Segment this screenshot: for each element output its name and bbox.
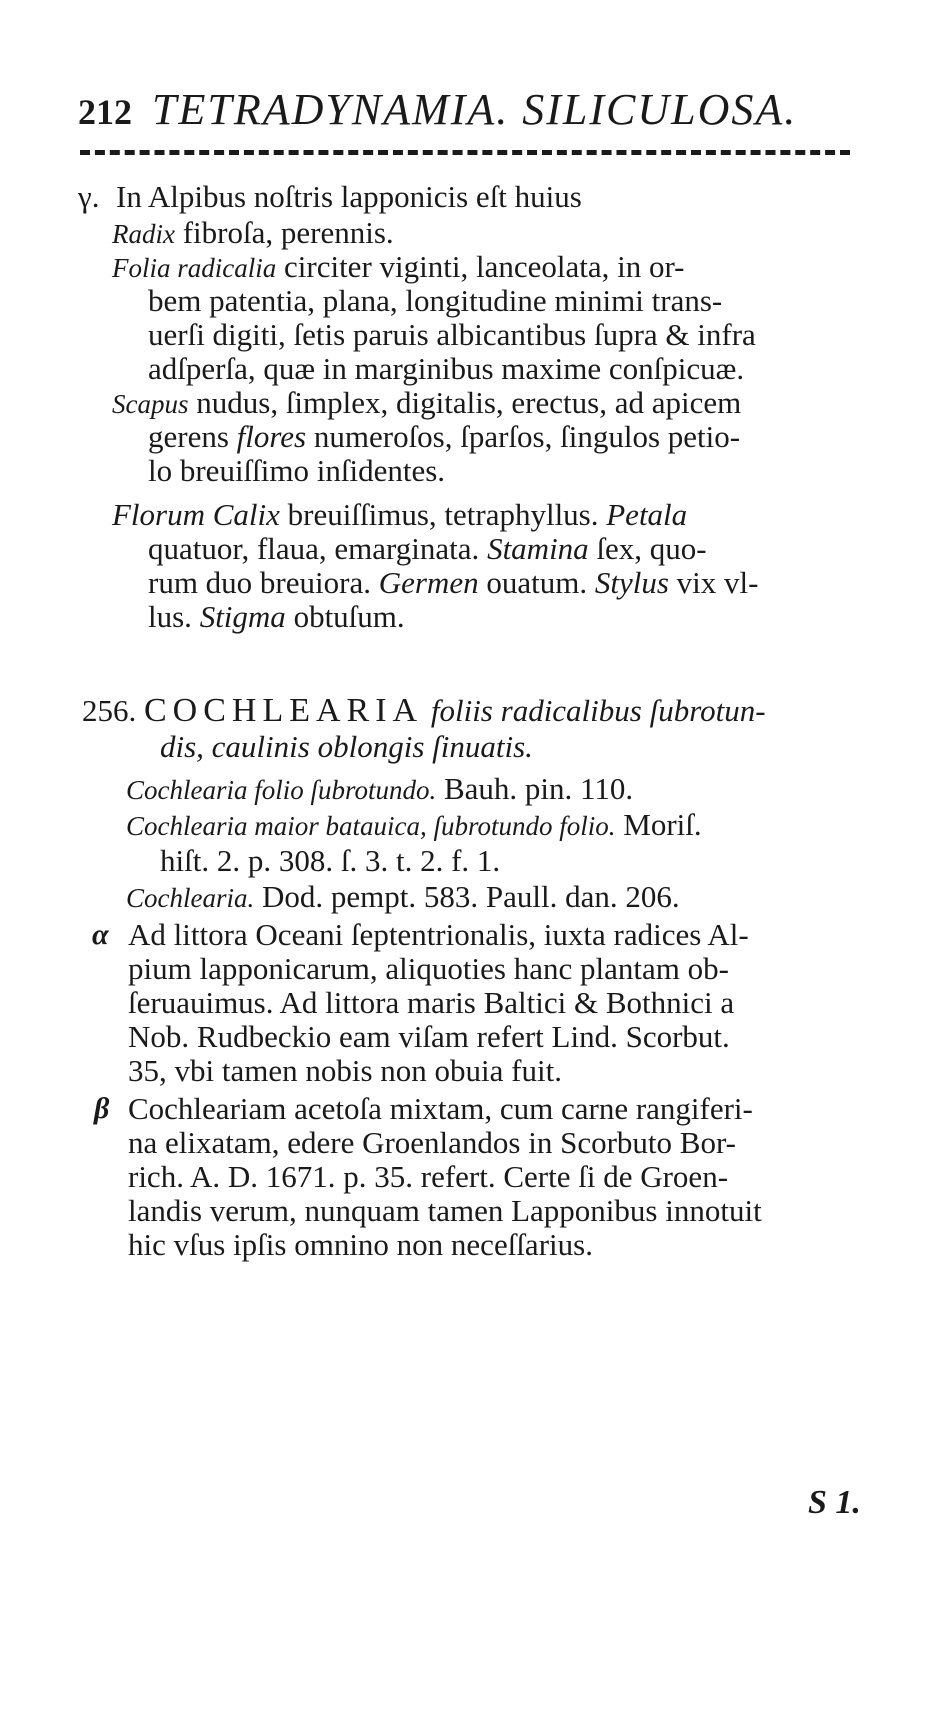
alpha-marker: α bbox=[92, 918, 109, 951]
gamma-line-10 bbox=[112, 498, 687, 532]
synonym-3 bbox=[126, 880, 680, 915]
term-stylus: Stylus bbox=[594, 565, 669, 600]
gamma-line-2 bbox=[112, 216, 394, 251]
beta-line-2: na elixatam, edere Groenlandos in Scorbuto Bor- bbox=[128, 1125, 736, 1160]
running-title: TETRADYNAMIA. SILICULOSA. bbox=[152, 85, 798, 134]
page-number: 212 bbox=[78, 92, 132, 132]
alpha-line-5: 35, vbi tamen nobis non obuia fuit. bbox=[128, 1053, 562, 1088]
gamma-marker: γ. bbox=[78, 179, 100, 214]
alpha-line-2: pium lapponicarum, aliquoties hanc plantam ob- bbox=[128, 951, 729, 986]
gamma-line-4: bem patentia, plana, longitudine minimi trans- bbox=[148, 283, 723, 318]
header-rule bbox=[80, 150, 850, 155]
beta-line-1: Cochleariam acetoſa mixtam, cum carne rangiferi- bbox=[128, 1091, 753, 1126]
gamma-line-9: lo breuiſſimo inſidentes. bbox=[148, 453, 446, 488]
term-petala: Petala bbox=[606, 497, 688, 532]
gamma-line-3 bbox=[112, 250, 685, 285]
entry-heading bbox=[82, 694, 766, 728]
synonym-1-ref: Bauh. pin. 110. bbox=[436, 771, 634, 806]
l12b: ouatum. bbox=[478, 565, 595, 600]
term-folia: Folia radicalia bbox=[112, 253, 277, 283]
gamma-line-1: In Alpibus noſtris lapponicis eſt huius bbox=[116, 179, 582, 214]
l8c: numeroſos, ſparſos, ſingulos petio- bbox=[306, 419, 741, 454]
gamma-line-13 bbox=[148, 600, 405, 634]
beta-line-5: hic vſus ipſis omnino non neceſſarius. bbox=[128, 1227, 593, 1262]
term-florum-calix: Florum Calix bbox=[112, 497, 280, 532]
l8a: gerens bbox=[148, 419, 237, 454]
term-stigma: Stigma bbox=[199, 599, 286, 634]
gamma-line-11 bbox=[148, 532, 707, 566]
running-header bbox=[78, 84, 858, 135]
gamma-line-5: uerſi digiti, ſetis paruis albicantibus ſupra & infra bbox=[148, 317, 756, 352]
l12c: vix vl- bbox=[668, 565, 759, 600]
term-flores: flores bbox=[236, 419, 307, 454]
l11b: ſex, quo- bbox=[588, 531, 707, 566]
florum-text: breuiſſimus, tetraphyllus. bbox=[279, 497, 607, 532]
gamma-line-6: adſperſa, quæ in marginibus maxime conſpicuæ. bbox=[148, 351, 745, 386]
synonym-2 bbox=[126, 808, 702, 843]
beta-marker: β bbox=[94, 1092, 110, 1125]
term-germen: Germen bbox=[378, 565, 479, 600]
term-scapus: Scapus bbox=[112, 389, 189, 419]
term-radix: Radix bbox=[112, 219, 175, 249]
signature-mark: S 1. bbox=[808, 1484, 861, 1521]
l13a: lus. bbox=[148, 599, 200, 634]
synonym-1 bbox=[126, 772, 633, 807]
synonym-2-ref: Moriſ. bbox=[615, 807, 702, 842]
gamma-line-7 bbox=[112, 386, 741, 421]
diagnosis-line-1: foliis radicalibus ſubrotun- bbox=[430, 693, 766, 728]
synonym-2-name: Cochlearia maior batauica, ſubrotundo folio. bbox=[126, 811, 616, 841]
radix-text: fibroſa, perennis. bbox=[174, 215, 394, 250]
l12a: rum duo breuiora. bbox=[148, 565, 379, 600]
synonym-3-ref: Dod. pempt. 583. Paull. dan. 206. bbox=[254, 879, 680, 914]
alpha-line-1: Ad littora Oceani ſeptentrionalis, iuxta radices Al- bbox=[128, 917, 749, 952]
genus-name: COCHLEARIA bbox=[144, 692, 424, 729]
alpha-line-4: Nob. Rudbeckio eam viſam refert Lind. Scorbut. bbox=[128, 1019, 730, 1054]
gamma-line-12 bbox=[148, 566, 758, 600]
l11a: quatuor, flaua, emarginata. bbox=[148, 531, 488, 566]
folia-text: circiter viginti, lanceolata, in or- bbox=[276, 249, 685, 284]
entry-number: 256. bbox=[82, 693, 137, 728]
term-stamina: Stamina bbox=[487, 531, 589, 566]
synonym-3-name: Cochlearia. bbox=[126, 883, 255, 913]
beta-line-3: rich. A. D. 1671. p. 35. refert. Certe ſi de Groen- bbox=[128, 1159, 729, 1194]
diagnosis-line-2: dis, caulinis oblongis ſinuatis. bbox=[160, 729, 533, 764]
alpha-line-3: ſeruauimus. Ad littora maris Baltici & Bothnici a bbox=[128, 985, 735, 1020]
synonym-2-cont: hiſt. 2. p. 308. ſ. 3. t. 2. f. 1. bbox=[160, 843, 501, 878]
beta-line-4: landis verum, nunquam tamen Lapponibus innotuit bbox=[128, 1193, 762, 1228]
gamma-line-8 bbox=[148, 420, 740, 454]
l13b: obtuſum. bbox=[285, 599, 405, 634]
synonym-1-name: Cochlearia folio ſubrotundo. bbox=[126, 775, 437, 805]
scapus-text: nudus, ſimplex, digitalis, erectus, ad apicem bbox=[188, 385, 742, 420]
